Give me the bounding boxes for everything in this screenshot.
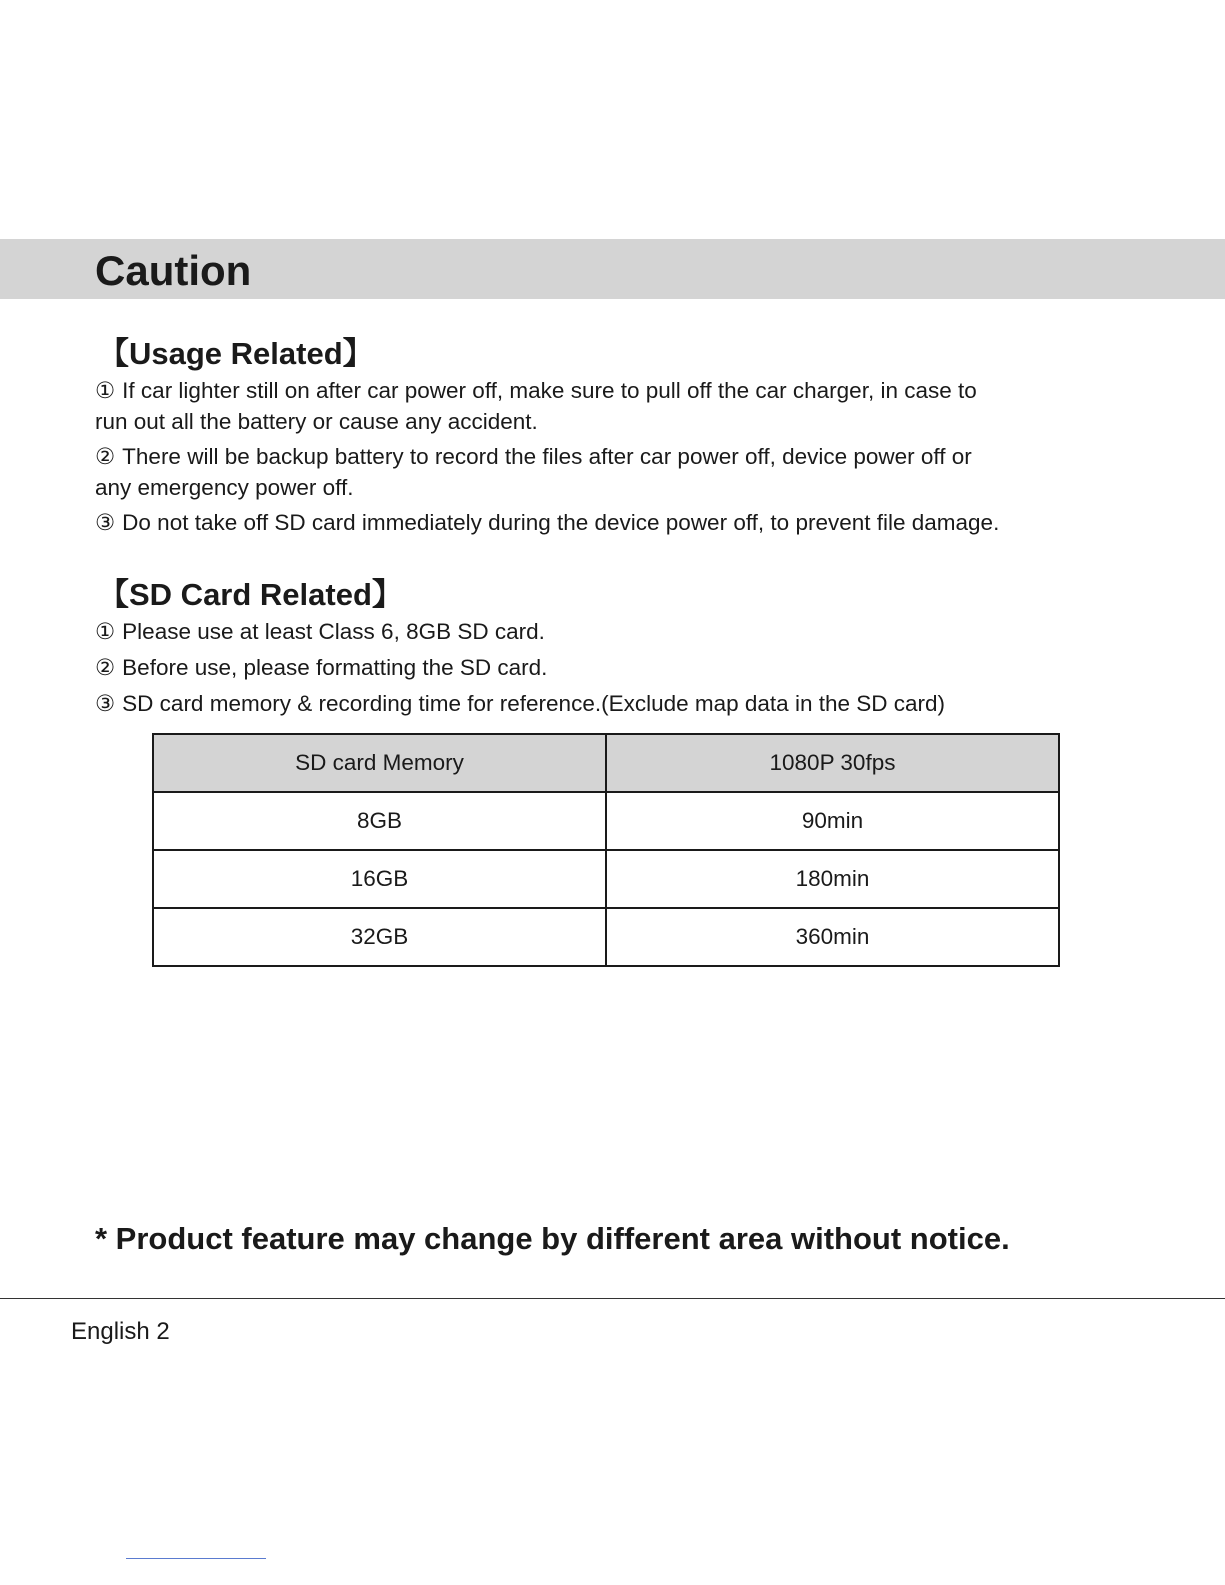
section-heading-usage: 【Usage Related】: [98, 336, 374, 371]
sd-item-1: [95, 617, 1115, 648]
item-text-line: Before use, please formatting the SD card.: [122, 655, 548, 680]
title-band: [0, 239, 1225, 299]
table-cell: 90min: [606, 792, 1059, 850]
bottom-divider: [126, 1558, 266, 1559]
table-header-row: [153, 734, 1059, 792]
sd-memory-table: [152, 733, 1060, 967]
table-header-cell: 1080P 30fps: [606, 734, 1059, 792]
table-cell: 16GB: [153, 850, 606, 908]
table-cell: 32GB: [153, 908, 606, 966]
item-number: ①: [95, 378, 116, 403]
footnote: * Product feature may change by different area without notice.: [95, 1221, 1010, 1256]
table-row: [153, 850, 1059, 908]
sd-item-3: [95, 689, 1115, 720]
section-heading-sd-card: 【SD Card Related】: [98, 577, 403, 612]
footer-divider: [0, 1298, 1225, 1299]
item-text-line: run out all the battery or cause any accident.: [95, 408, 538, 434]
item-text-line: Do not take off SD card immediately during the device power off, to prevent file damage.: [122, 510, 1000, 535]
table-cell: 180min: [606, 850, 1059, 908]
item-number: ②: [95, 655, 116, 680]
item-text-line: Please use at least Class 6, 8GB SD card.: [122, 619, 545, 644]
sd-item-2: [95, 653, 1115, 684]
table-cell: 8GB: [153, 792, 606, 850]
item-text-line: any emergency power off.: [95, 474, 354, 500]
item-text-line: If car lighter still on after car power off, make sure to pull off the car charger, in case to: [122, 378, 977, 403]
table-row: [153, 792, 1059, 850]
table-cell: 360min: [606, 908, 1059, 966]
table-header-cell: SD card Memory: [153, 734, 606, 792]
usage-item-2: [95, 442, 1115, 503]
page-number: English 2: [71, 1318, 170, 1345]
item-text-line: SD card memory & recording time for reference.(Exclude map data in the SD card): [122, 691, 946, 716]
usage-item-3: [95, 508, 1115, 539]
table-row: [153, 908, 1059, 966]
page-title: Caution: [95, 247, 252, 294]
item-number: ③: [95, 691, 116, 716]
item-number: ②: [95, 444, 116, 469]
usage-item-1: [95, 376, 1115, 437]
item-text-line: There will be backup battery to record the files after car power off, device power off or: [122, 444, 972, 469]
item-number: ③: [95, 510, 116, 535]
item-number: ①: [95, 619, 116, 644]
